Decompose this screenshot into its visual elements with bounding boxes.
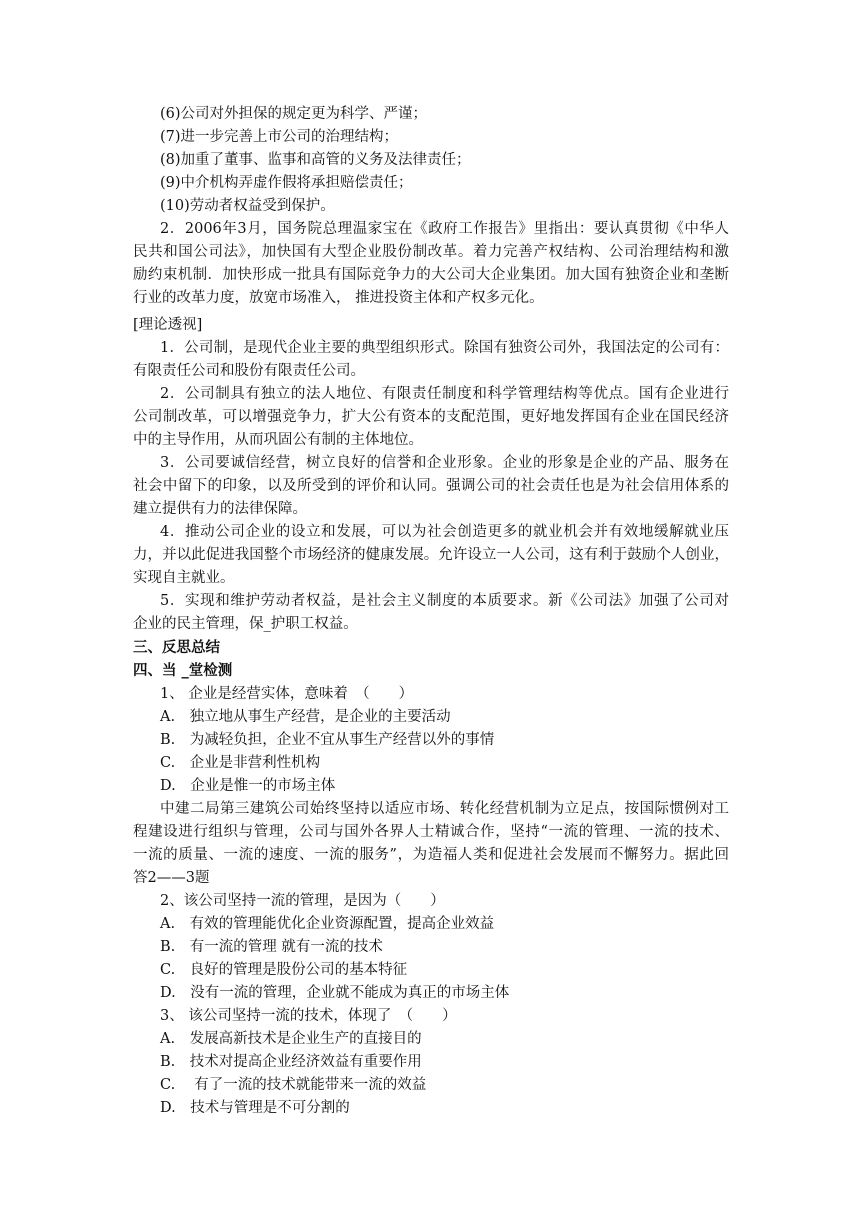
paragraph-line: 力，并以此促进我国整个市场经济的健康发展。允许设立一人公司，这有利于鼓励个人创业， [133, 547, 729, 563]
question-1: 1、 企业是经营实体，意味着 （ ） [160, 686, 414, 702]
paragraph-line: 中的主导作用，从而巩固公有制的主体地位。 [133, 432, 423, 448]
paragraph-line: 5．实现和维护劳动者权益，是社会主义制度的本质要求。新《公司法》加强了公司对 [160, 593, 729, 609]
paragraph-line: 行业的改革力度，放宽市场准入， 推进投资主体和产权多元化。 [133, 290, 544, 306]
passage-line: 一流的质量、一流的速度、一流的服务”，为造福人类和促进社会发展而不懈努力。据此回 [133, 847, 729, 863]
paragraph-line: 1．公司制，是现代企业主要的典型组织形式。除国有独资公司外，我国法定的公司有： [160, 340, 729, 356]
clause-8: (8)加重了董事、监事和高管的义务及法律责任； [160, 152, 471, 168]
paragraph-line: 社会中留下的印象，以及所受到的评价和认同。强调公司的社会责任也是为社会信用体系的 [133, 478, 729, 494]
clause-7: (7)进一步完善上市公司的治理结构； [160, 129, 399, 145]
option-d: D. 技术与管理是不可分割的 [160, 1100, 350, 1116]
passage-line: 程建设进行组织与管理，公司与国外各界人士精诚合作，坚持“一流的管理、一流的技术、 [133, 824, 729, 840]
option-b: B. 为减轻负担，企业不宜从事生产经营以外的事情 [160, 732, 495, 748]
passage-line: 中建二局第三建筑公司始终坚持以适应市场、转化经营机制为立足点，按国际惯例对工 [160, 801, 729, 817]
clause-9: (9)中介机构弄虚作假将承担赔偿责任； [160, 175, 413, 191]
option-c: C. 良好的管理是股份公司的基本特征 [160, 962, 408, 978]
paragraph-line: 2．公司制具有独立的法人地位、有限责任制度和科学管理结构等优点。国有企业进行 [160, 386, 729, 402]
clause-10: (10)劳动者权益受到保护。 [160, 198, 335, 214]
paragraph-line: 建立提供有力的法律保障。 [133, 501, 307, 517]
option-a: A. 独立地从事生产经营，是企业的主要活动 [160, 709, 451, 725]
option-a: A. 有效的管理能优化企业资源配置，提高企业效益 [160, 916, 495, 932]
paragraph-line: 企业的民主管理，保_护职工权益。 [133, 616, 358, 632]
option-b: B. 有一流的管理 就有一流的技术 [160, 939, 383, 955]
paragraph-line: 有限责任公司和股份有限责任公司。 [133, 363, 365, 379]
option-b: B. 技术对提高企业经济效益有重要作用 [160, 1054, 422, 1070]
question-2: 2、该公司坚持一流的管理，是因为（ ） [160, 893, 445, 909]
paragraph-line: 励约束机制．加快形成一批具有国际竞争力的大公司大企业集团。加大国有独资企业和垄断 [133, 267, 729, 283]
paragraph-line: 2．2006年3月，国务院总理温家宝在《政府工作报告》里指出：要认真贯彻《中华人 [160, 221, 729, 237]
clause-6: (6)公司对外担保的规定更为科学、严谨； [160, 106, 428, 122]
section-label-theory: [理论透视] [133, 317, 203, 333]
passage-line: 答2——3题 [133, 870, 210, 886]
paragraph-line: 民共和国公司法》，加快国有大型企业股份制改革。着力完善产权结构、公司治理结构和激 [133, 244, 729, 260]
question-3: 3、 该公司坚持一流的技术，体现了 （ ） [160, 1008, 457, 1024]
section-heading-reflection: 三、反思总结 [133, 639, 220, 656]
section-heading-quiz: 四、当 _堂检测 [133, 662, 233, 679]
option-c: C. 有了一流的技术就能带来一流的效益 [160, 1077, 427, 1093]
paragraph-line: 3．公司要诚信经营，树立良好的信誉和企业形象。企业的形象是企业的产品、服务在 [160, 455, 729, 471]
paragraph-line: 实现自主就业。 [133, 570, 235, 586]
paragraph-line: 4．推动公司企业的设立和发展，可以为社会创造更多的就业机会并有效地缓解就业压 [160, 524, 729, 540]
option-d: D. 企业是惟一的市场主体 [160, 778, 336, 794]
option-c: C. 企业是非营利性机构 [160, 755, 321, 771]
option-a: A. 发展高新技术是企业生产的直接目的 [160, 1031, 422, 1047]
paragraph-line: 公司制改革，可以增强竞争力，扩大公有资本的支配范围，更好地发挥国有企业在国民经济 [133, 409, 729, 425]
option-d: D. 没有一流的管理，企业就不能成为真正的市场主体 [160, 985, 510, 1001]
